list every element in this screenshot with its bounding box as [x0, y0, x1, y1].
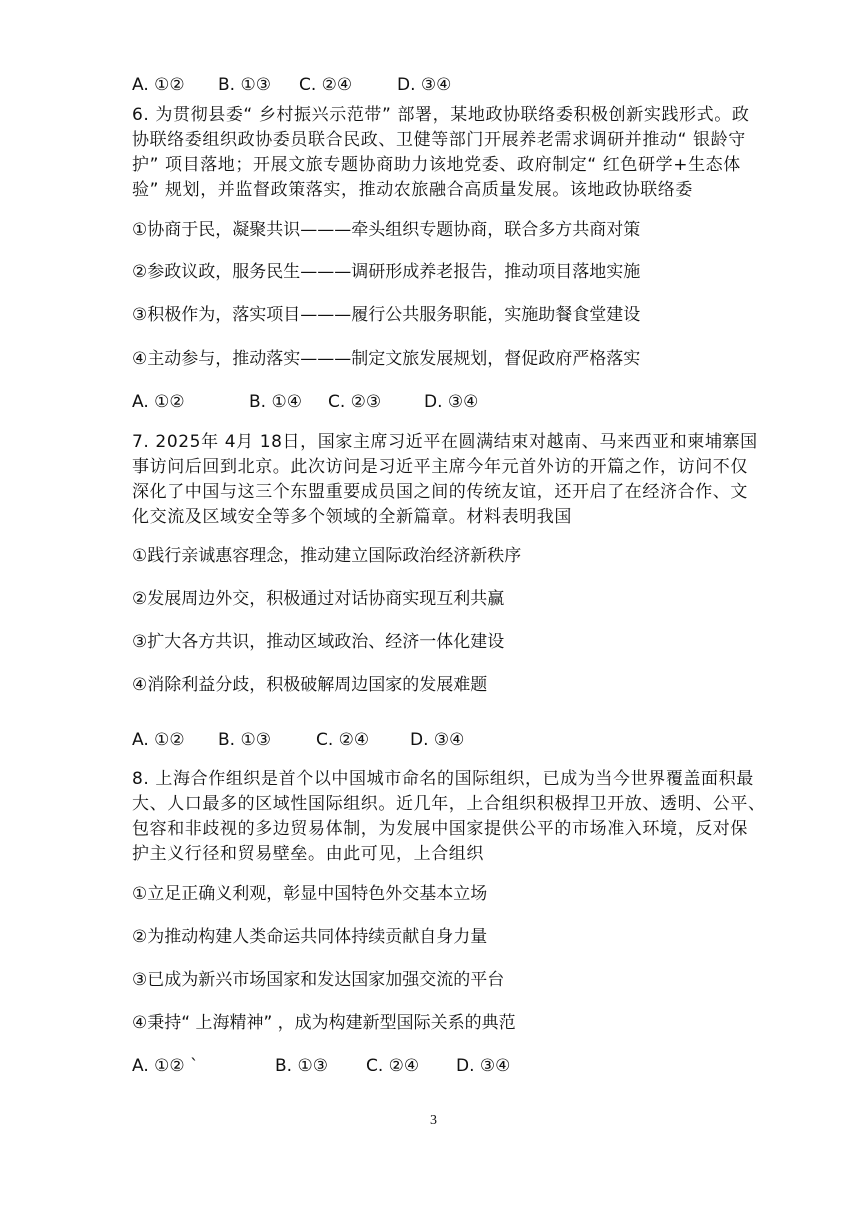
question-stem-line: 护” 项目落地；开展文旅专题协商助力该地党委、政府制定“ 红色研学+生态体: [132, 155, 741, 175]
statement-2: ②参政议政，服务民生———调研形成养老报告，推动项目落地实施: [132, 262, 641, 282]
option-a: A. ①②: [132, 392, 185, 412]
option-c: C. ②④: [366, 1056, 420, 1076]
option-a: A. ①②: [132, 730, 185, 750]
option-c: C. ②④: [316, 730, 370, 750]
option-c: C. ②④: [299, 75, 353, 95]
question-stem-line: 护主义行径和贸易壁垒。由此可见，上合组织: [132, 844, 484, 864]
option-d: D. ③④: [424, 392, 479, 412]
statement-3: ③扩大各方共识，推动区域政治、经济一体化建设: [132, 632, 505, 652]
statement-2: ②发展周边外交，积极通过对话协商实现互利共赢: [132, 589, 505, 609]
statement-3: ③已成为新兴市场国家和发达国家加强交流的平台: [132, 970, 505, 990]
statement-2: ②为推动构建人类命运共同体持续贡献自身力量: [132, 927, 488, 947]
option-b: B. ①③: [218, 75, 271, 95]
statement-1: ①协商于民，凝聚共识———牵头组织专题协商，联合多方共商对策: [132, 220, 641, 240]
option-a: A. ①② `: [132, 1056, 199, 1076]
question-stem-line: 协联络委组织政协委员联合民政、卫健等部门开展养老需求调研并推动“ 银龄守: [132, 130, 746, 150]
option-b: B. ①④: [249, 392, 302, 412]
statement-4: ④消除利益分歧，积极破解周边国家的发展难题: [132, 675, 488, 695]
question-stem-line: 8. 上海合作组织是首个以中国城市命名的国际组织，已成为当今世界覆盖面积最: [132, 769, 754, 789]
question-stem-line: 6. 为贯彻县委“ 乡村振兴示范带” 部署，某地政协联络委积极创新实践形式。政: [132, 105, 750, 125]
question-stem-line: 验” 规划，并监督政策落实，推动农旅融合高质量发展。该地政协联络委: [132, 180, 694, 200]
question-stem-line: 大、人口最多的区域性国际组织。近几年，上合组织积极捍卫开放、透明、公平、: [132, 794, 766, 814]
question-stem-line: 化交流及区域安全等多个领域的全新篇章。材料表明我国: [132, 507, 572, 527]
option-d: D. ③④: [397, 75, 452, 95]
option-b: B. ①③: [218, 730, 271, 750]
statement-4: ④秉持“ 上海精神” ，成为构建新型国际关系的典范: [132, 1013, 516, 1033]
option-d: D. ③④: [456, 1056, 511, 1076]
statement-4: ④主动参与，推动落实———制定文旅发展规划，督促政府严格落实: [132, 349, 641, 369]
option-a: A. ①②: [132, 75, 185, 95]
question-stem-line: 深化了中国与这三个东盟重要成员国之间的传统友谊，还开启了在经济合作、文: [132, 482, 748, 502]
option-b: B. ①③: [275, 1056, 328, 1076]
page-number: 3: [430, 1113, 437, 1128]
option-d: D. ③④: [410, 730, 465, 750]
statement-1: ①立足正确义利观，彰显中国特色外交基本立场: [132, 884, 488, 904]
question-stem-line: 事访问后回到北京。此次访问是习近平主席今年元首外访的开篇之作，访问不仅: [132, 457, 748, 477]
option-c: C. ②③: [328, 392, 382, 412]
statement-3: ③积极作为，落实项目———履行公共服务职能，实施助餐食堂建设: [132, 305, 641, 325]
question-stem-line: 7. 2025年 4月 18日，国家主席习近平在圆满结束对越南、马来西亚和柬埔寨国: [132, 432, 758, 452]
statement-1: ①践行亲诚惠容理念，推动建立国际政治经济新秩序: [132, 546, 522, 566]
question-stem-line: 包容和非歧视的多边贸易体制，为发展中国家提供公平的市场准入环境，反对保: [132, 819, 748, 839]
